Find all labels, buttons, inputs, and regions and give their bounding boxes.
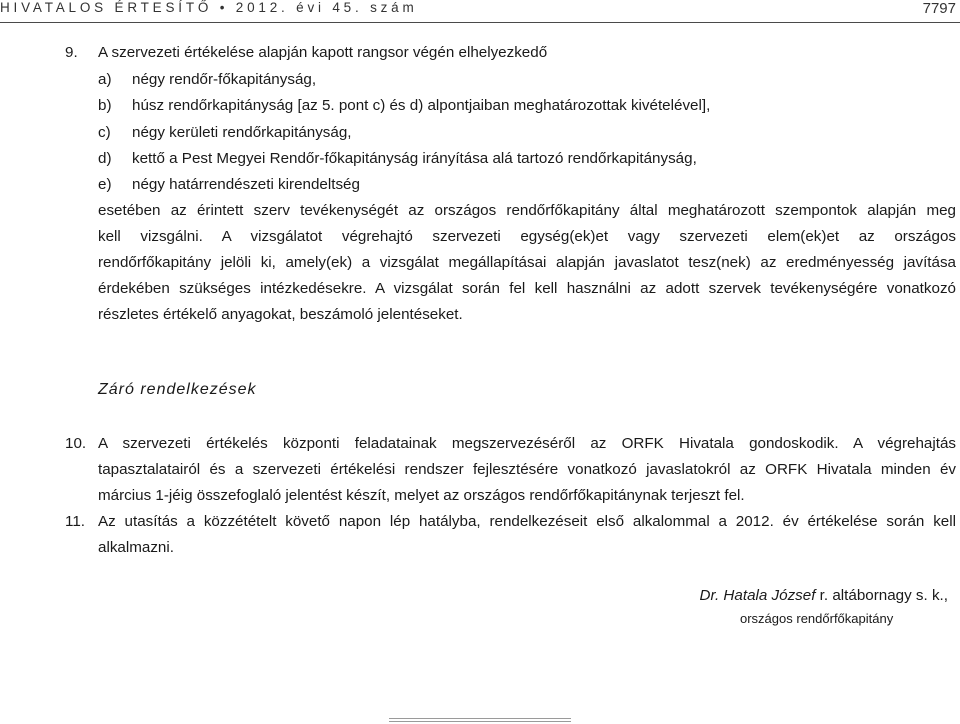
paragraph-line: kell vizsgálni. A vizsgálatot végrehajtó szervezeti egység(ek)et vagy szervezeti elem(ek)et az országos <box>98 228 956 245</box>
point-number: 10. <box>65 435 87 452</box>
paragraph-line: alkalmazni. <box>98 539 174 556</box>
signatory-title: országos rendőrfőkapitány <box>740 611 894 626</box>
paragraph-line: érdekében szükséges intézkedésekre. A vizsgálat során fel kell használni az adott szervek tevékenységére vonatkozó <box>98 280 956 297</box>
item-letter: d) <box>98 150 112 167</box>
paragraph-line: Az utasítás a közzétételt követő napon lép hatályba, rendelkezéseit első alkalommal a 2012. év értékelése során kell <box>98 513 956 530</box>
item-text: húsz rendőrkapitányság [az 5. pont c) és d) alpontjaiban meghatározottak kivételével], <box>132 97 711 114</box>
item-text: négy rendőr-főkapitányság, <box>132 71 317 88</box>
signatory-name: Dr. Hatala József <box>699 587 816 604</box>
item-letter: b) <box>98 97 112 114</box>
item-letter: e) <box>98 176 112 193</box>
item-text: négy kerületi rendőrkapitányság, <box>132 124 352 141</box>
footer-rule <box>389 718 571 719</box>
item-letter: a) <box>98 71 112 88</box>
signatory-rank: r. altábornagy s. k., <box>815 587 948 604</box>
point-number: 9. <box>65 44 78 61</box>
point-intro: A szervezeti értékelése alapján kapott rangsor végén elhelyezkedő <box>98 44 548 61</box>
publication-title: HIVATALOS ÉRTESÍTŐ • 2012. évi 45. szám <box>0 0 418 15</box>
page-number: 7797 <box>922 0 956 17</box>
footer-rule <box>389 721 571 722</box>
point-number: 11. <box>65 513 85 530</box>
paragraph-line: március 1-jéig összefoglaló jelentést készít, melyet az országos rendőrfőkapitánynak terjeszt fel. <box>98 487 745 504</box>
paragraph-line: tapasztalatairól és a szervezeti értékelési rendszer fejlesztésére vonatkozó javaslatokról az ORFK Hivatala minden év <box>98 461 956 478</box>
page-header <box>0 0 960 23</box>
paragraph-line: részletes értékelő anyagokat, beszámoló jelentéseket. <box>98 306 463 323</box>
signature-name <box>700 587 948 604</box>
item-letter: c) <box>98 124 111 141</box>
paragraph-line: rendőrfőkapitány jelöli ki, amely(ek) a vizsgálat megállapításai alapján javaslatot tesz(nek) az eredményesség javítása <box>98 254 956 271</box>
item-text: négy határrendészeti kirendeltség <box>132 176 360 193</box>
item-text: kettő a Pest Megyei Rendőr-főkapitányság irányítása alá tartozó rendőrkapitányság, <box>132 150 697 167</box>
paragraph-line: esetében az érintett szerv tevékenységét az országos rendőrfőkapitány által meghatározott szempontok alapján meg <box>98 202 956 219</box>
paragraph-line: A szervezeti értékelés központi feladatainak megszervezéséről az ORFK Hivatala gondoskodik. A végrehajtás <box>98 435 956 452</box>
section-heading: Záró rendelkezések <box>98 381 257 398</box>
